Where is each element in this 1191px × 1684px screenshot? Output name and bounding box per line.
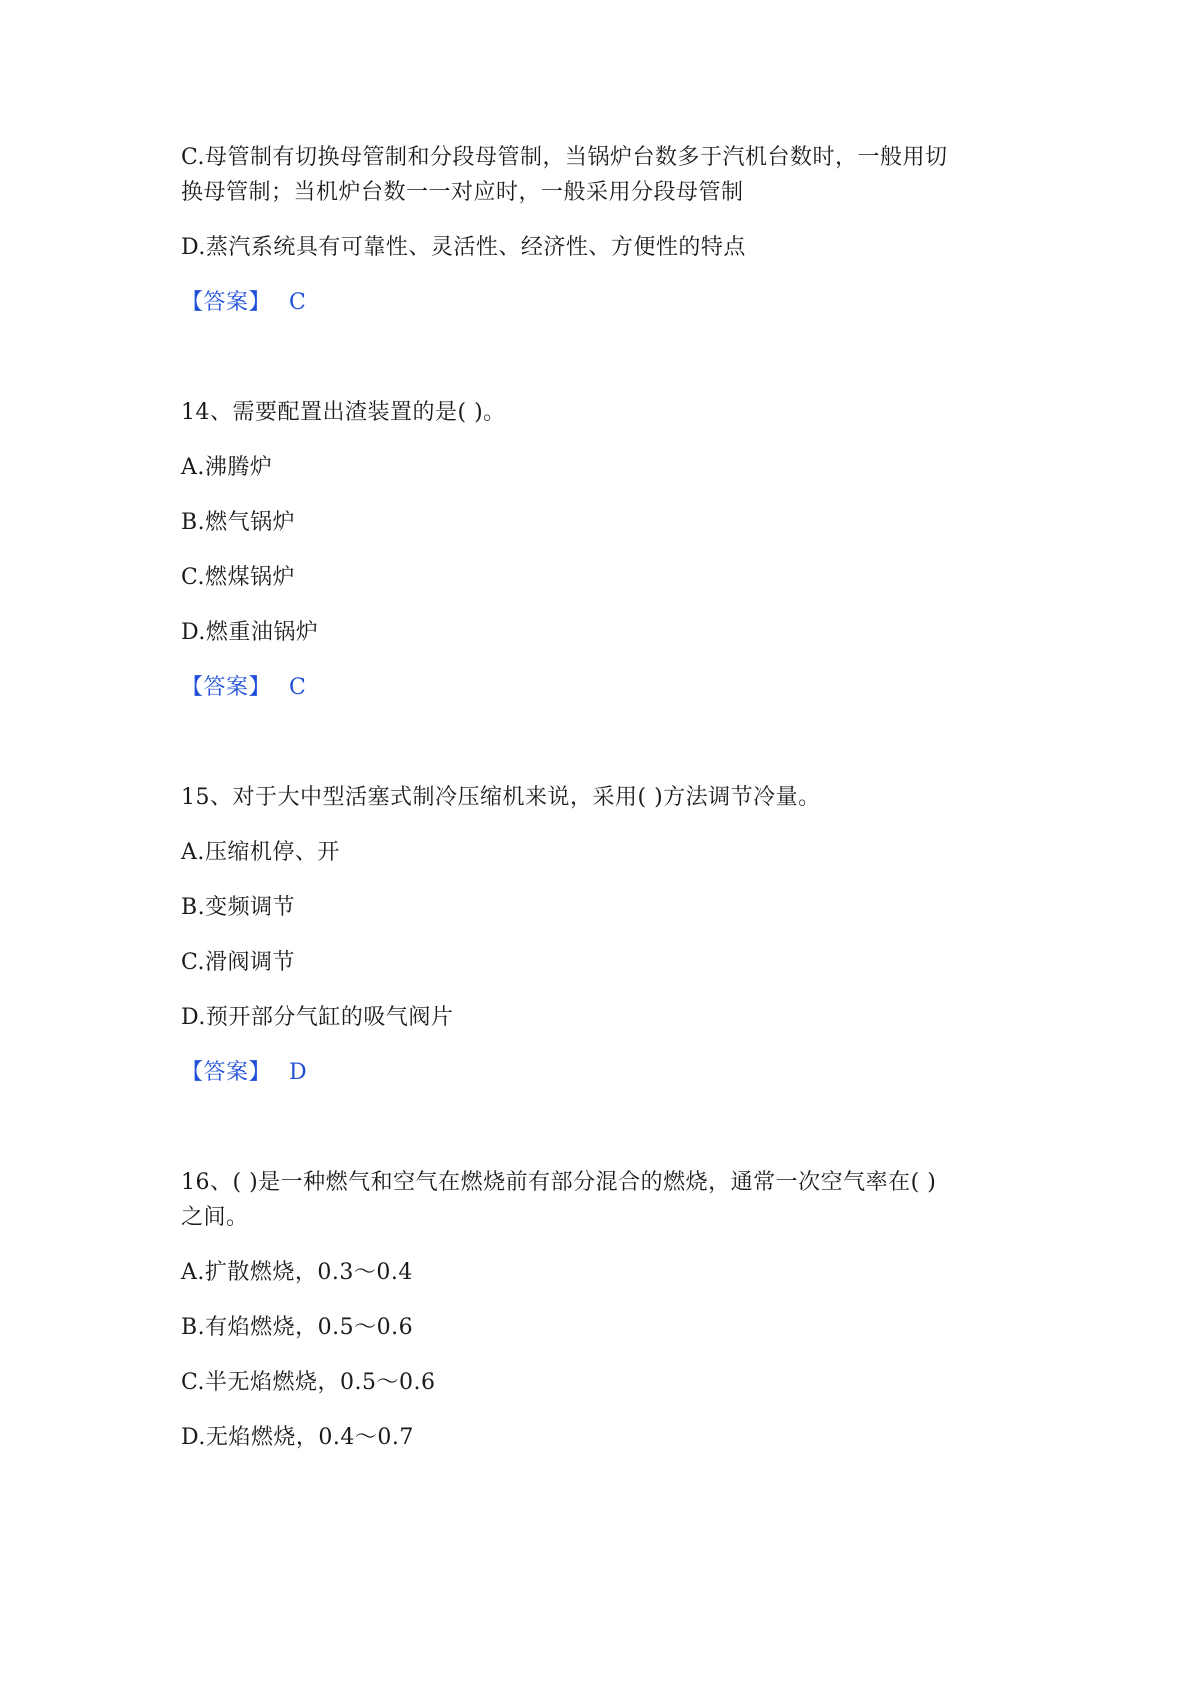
q15-option-b: B.变频调节 xyxy=(181,895,296,920)
q13-option-c-line2: 换母管制；当机炉台数一一对应时，一般采用分段母管制 xyxy=(181,180,744,205)
answer-value: D xyxy=(289,1060,308,1085)
q13-option-c-line1: C.母管制有切换母管制和分段母管制，当锅炉台数多于汽机台数时，一般用切 xyxy=(181,145,948,170)
q16-option-b: B.有焰燃烧，0.5～0.6 xyxy=(181,1315,414,1340)
q15-question: 15、对于大中型活塞式制冷压缩机来说，采用( )方法调节冷量。 xyxy=(181,785,821,810)
q14-answer xyxy=(181,672,306,704)
q15-option-a: A.压缩机停、开 xyxy=(181,840,340,865)
q16-option-a: A.扩散燃烧，0.3～0.4 xyxy=(181,1260,413,1285)
q15-answer xyxy=(181,1057,307,1089)
answer-label: 【答案】 xyxy=(181,290,272,315)
answer-value: C xyxy=(289,290,307,315)
q15-option-d: D.预开部分气缸的吸气阀片 xyxy=(181,1005,454,1030)
q16-option-d: D.无焰燃烧，0.4～0.7 xyxy=(181,1425,414,1450)
q16-option-c: C.半无焰燃烧，0.5～0.6 xyxy=(181,1370,436,1395)
q14-option-b: B.燃气锅炉 xyxy=(181,510,296,535)
q13-answer xyxy=(181,287,306,319)
answer-value: C xyxy=(289,675,307,700)
q13-option-d: D.蒸汽系统具有可靠性、灵活性、经济性、方便性的特点 xyxy=(181,235,746,260)
q14-option-c: C.燃煤锅炉 xyxy=(181,565,296,590)
q14-option-a: A.沸腾炉 xyxy=(181,455,273,480)
q14-question: 14、需要配置出渣装置的是( )。 xyxy=(181,400,506,425)
answer-label: 【答案】 xyxy=(181,1060,272,1085)
q16-question-line1: 16、( )是一种燃气和空气在燃烧前有部分混合的燃烧，通常一次空气率在( ) xyxy=(181,1170,937,1195)
answer-label: 【答案】 xyxy=(181,675,272,700)
q15-option-c: C.滑阀调节 xyxy=(181,950,296,975)
q16-question-line2: 之间。 xyxy=(181,1205,249,1230)
q14-option-d: D.燃重油锅炉 xyxy=(181,620,319,645)
